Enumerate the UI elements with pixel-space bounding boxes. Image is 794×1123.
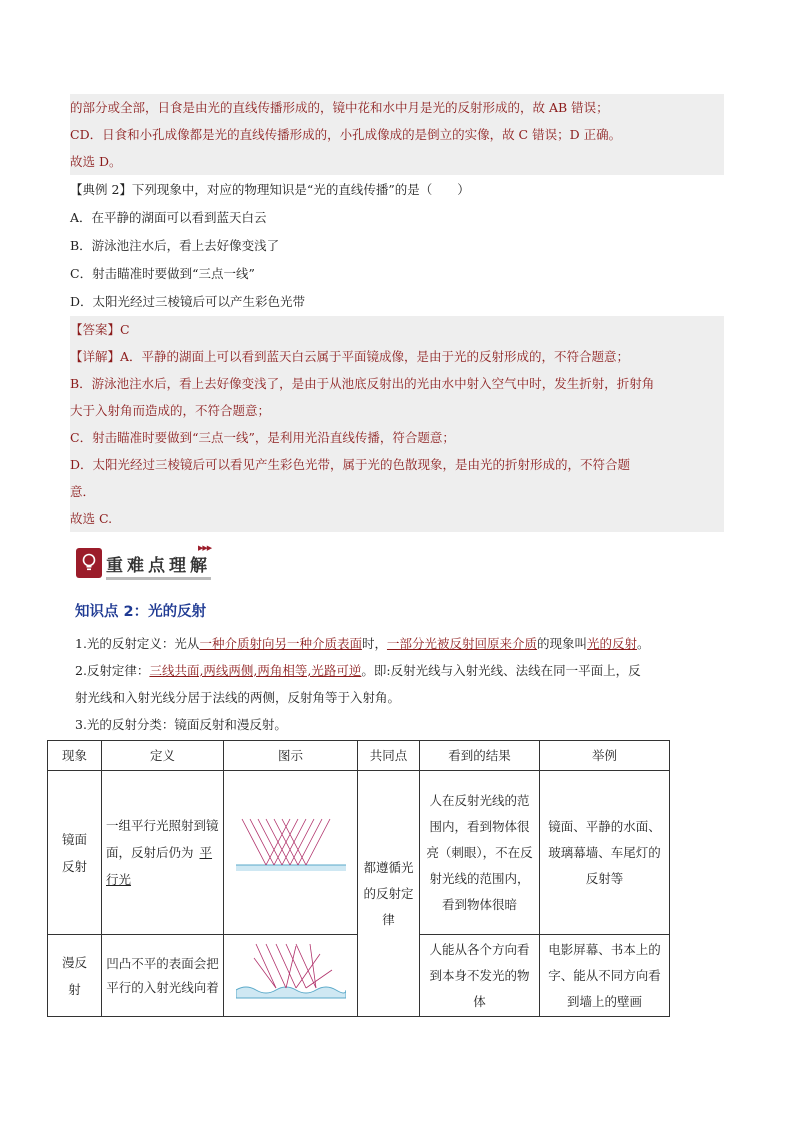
law-line (75, 657, 725, 684)
def-prefix: 1.光的反射定义：光从 (75, 636, 200, 651)
answer-block-1 (70, 94, 724, 175)
example-cell: 镜面、平静的水面、玻璃幕墙、车尾灯的反射等 (540, 771, 670, 935)
result-cell: 人能从各个方向看到本身不发光的物体 (420, 935, 540, 1017)
diffuse-reflection-diagram (236, 940, 346, 1002)
definition-cell: 凹凸不平的表面会把平行的入射光线向着 (102, 935, 224, 1017)
law-underlined: 三线共面,两线两侧,两角相等,光路可逆 (149, 663, 362, 678)
table-header-row (48, 741, 670, 771)
detail-d: D．太阳光经过三棱镜后可以看见产生彩色光带，属于光的色散现象，是由光的折射形成的，不符合题 (70, 457, 631, 472)
knowledge-point-title: 知识点 2：光的反射 (75, 604, 207, 620)
result-cell: 人在反射光线的范围内，看到物体很亮（刺眼），不在反射光线的范围内，看到物体很暗 (420, 771, 540, 935)
diagram-cell (224, 771, 358, 935)
table-header: 现象 (48, 741, 102, 771)
table-header: 举例 (540, 741, 670, 771)
option-a: A．在平静的湖面可以看到蓝天白云 (70, 210, 267, 225)
def-underlined-2: 一部分光被反射回原来介质 (386, 636, 537, 651)
law-prefix: 2.反射定律： (75, 663, 150, 678)
def-mid: 时， (361, 636, 387, 651)
def-end: 。 (637, 636, 650, 651)
section-badge-label: 重难点理解 (106, 551, 211, 580)
answer-block-2 (70, 316, 724, 532)
answer-text: 故选 D。 (70, 154, 122, 169)
answer-label: 【答案】C (70, 322, 130, 337)
law-rest: 。即:反射光线与入射光线、法线在同一平面上，反 (361, 663, 641, 678)
common-cell: 都遵循光的反射定律 (358, 771, 420, 1017)
definition-line (75, 630, 725, 657)
table-header: 定义 (102, 741, 224, 771)
phenomenon-cell: 漫反 射 (48, 935, 102, 1017)
arrows-icon: ▶▶▶ (198, 544, 212, 552)
question-title: 【典例 2】下列现象中，对应的物理知识是“光的直线传播”的是（ ） (70, 182, 470, 197)
answer-text: CD．日食和小孔成像都是光的直线传播形成的，小孔成像成的是倒立的实像，故 C 错误；D 正确。 (70, 127, 622, 142)
reflection-table (47, 740, 670, 1017)
classification-line: 3.光的反射分类：镜面反射和漫反射。 (75, 717, 287, 732)
detail-b-cont: 大于入射角而造成的，不符合题意； (70, 403, 271, 418)
specular-reflection-diagram (236, 813, 346, 883)
option-b: B．游泳池注水后，看上去好像变浅了 (70, 238, 280, 253)
knowledge-body (75, 630, 725, 738)
answer-text: 的部分或全部，日食是由光的直线传播形成的，镜中花和水中月是光的反射形成的，故 AB 错误； (70, 100, 609, 115)
table-header: 共同点 (358, 741, 420, 771)
conclusion: 故选 C. (70, 511, 113, 526)
def-mid2: 的现象叫 (536, 636, 587, 651)
example-question (70, 176, 724, 316)
example-cell: 电影屏幕、书本上的字、能从不同方向看到墙上的壁画 (540, 935, 670, 1017)
table-header: 图示 (224, 741, 358, 771)
option-c: C．射击瞄准时要做到“三点一线” (70, 266, 255, 281)
detail-c: C．射击瞄准时要做到“三点一线”，是利用光沿直线传播，符合题意； (70, 430, 455, 445)
detail-d-cont: 意． (70, 484, 96, 499)
def-underlined-1: 一种介质射向另一种介质表面 (199, 636, 362, 651)
table-header: 看到的结果 (420, 741, 540, 771)
section-badge (76, 544, 226, 578)
diagram-cell (224, 935, 358, 1017)
definition-fill: 平行光 (106, 845, 213, 887)
law-line-2: 射光线和入射光线分居于法线的两侧，反射角等于入射角。 (75, 690, 401, 705)
phenomenon-cell: 镜面 反射 (48, 771, 102, 935)
lightbulb-icon (76, 548, 102, 578)
table-row (48, 771, 670, 935)
detail-b: B．游泳池注水后，看上去好像变浅了，是由于从池底反射出的光由水中射入空气中时，发生折射，折射角 (70, 376, 655, 391)
definition-cell (102, 771, 224, 935)
detail-a: 【详解】A．平静的湖面上可以看到蓝天白云属于平面镜成像，是由于光的反射形成的，不符合题意； (70, 349, 630, 364)
def-underlined-3: 光的反射 (587, 636, 638, 651)
option-d: D．太阳光经过三棱镜后可以产生彩色光带 (70, 294, 306, 309)
definition-text: 一组平行光照射到镜面，反射后仍为 (106, 818, 219, 860)
